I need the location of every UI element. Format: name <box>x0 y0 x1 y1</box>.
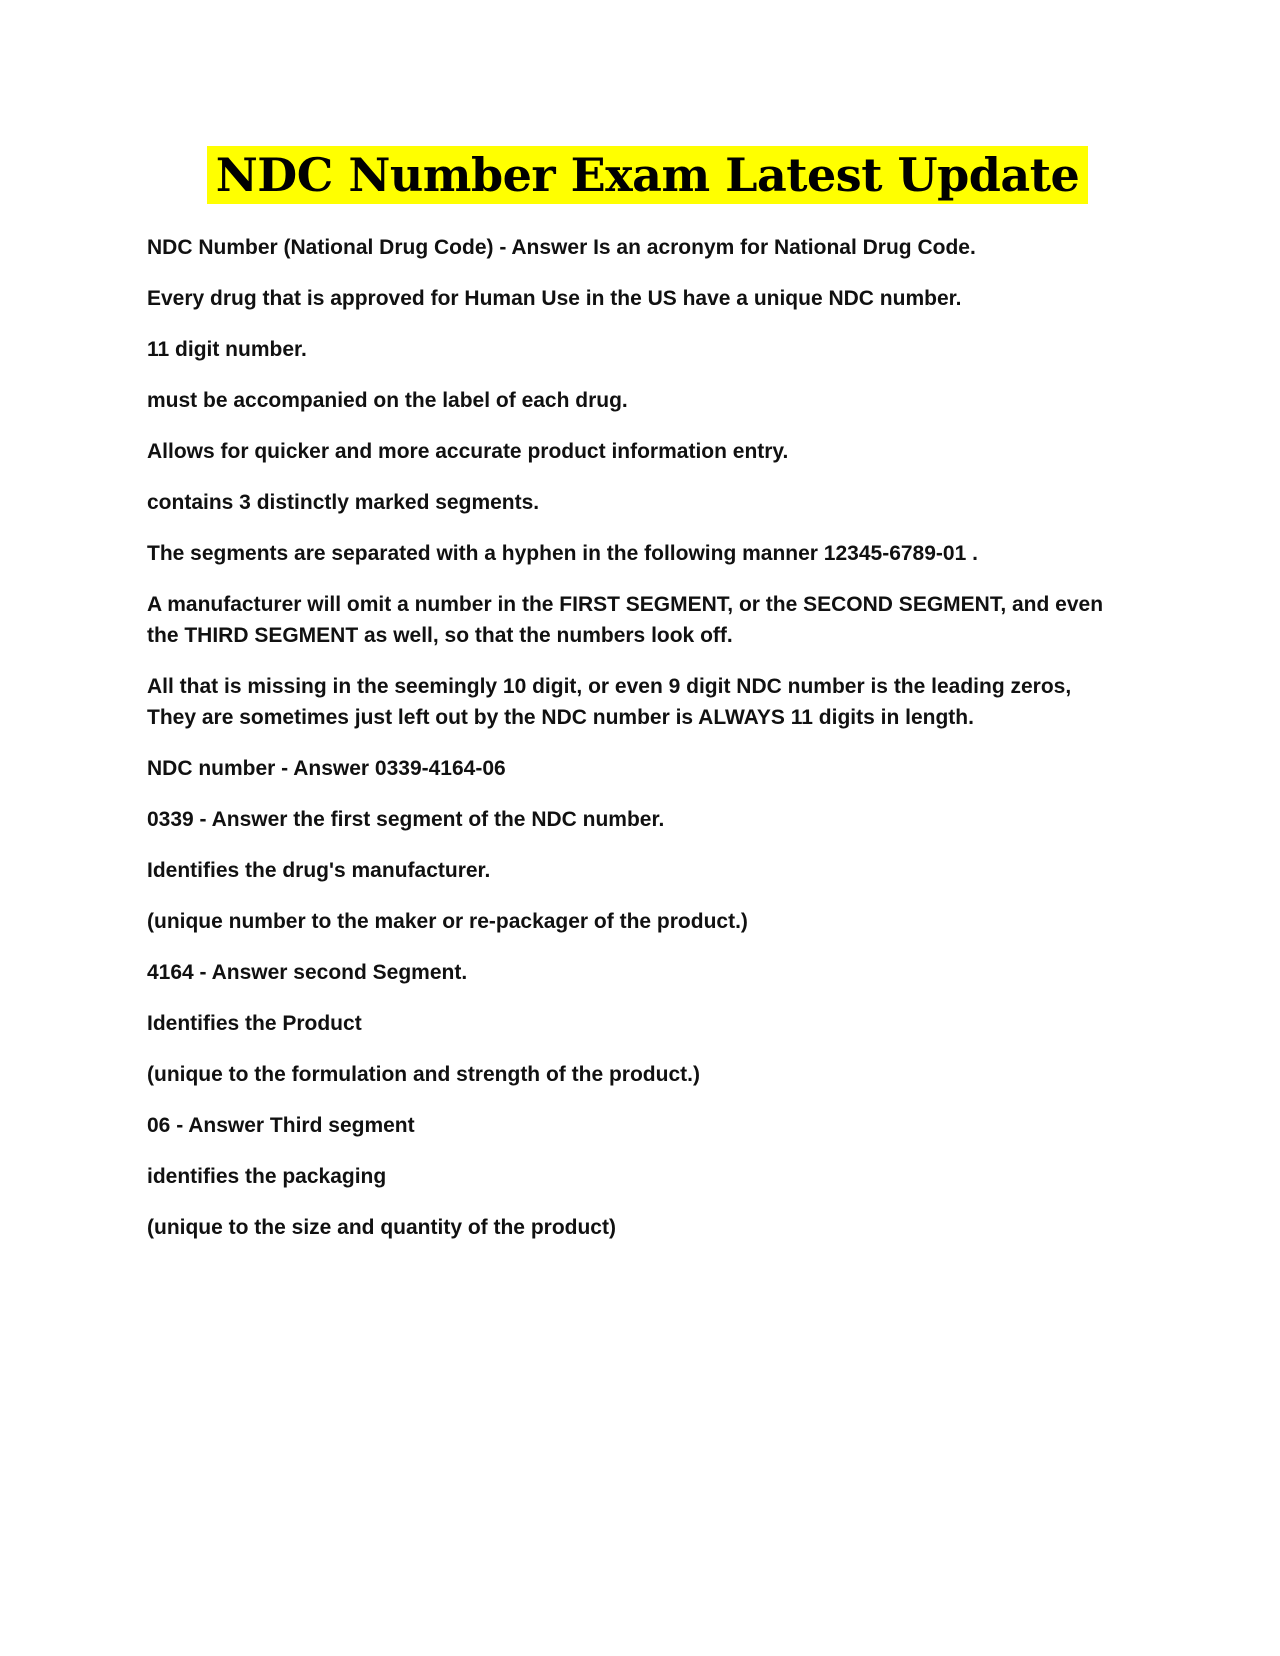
paragraph: (unique to the size and quantity of the product) <box>147 1216 616 1239</box>
paragraph: 4164 - Answer second Segment. <box>147 961 468 984</box>
paragraph: The segments are separated with a hyphen in the following manner 12345-6789-01 . <box>147 542 978 565</box>
paragraph: Identifies the drug's manufacturer. <box>147 859 491 882</box>
document-body <box>147 232 1107 1263</box>
paragraph: NDC Number (National Drug Code) - Answer Is an acronym for National Drug Code. <box>147 236 976 259</box>
paragraph: (unique number to the maker or re-packager of the product.) <box>147 910 748 933</box>
paragraph: Identifies the Product <box>147 1012 362 1035</box>
paragraph: (unique to the formulation and strength of the product.) <box>147 1063 700 1086</box>
paragraph: A manufacturer will omit a number in the FIRST SEGMENT, or the SECOND SEGMENT, and even the THIRD SEGMENT as well, so that the numbers look off. <box>147 593 1104 647</box>
paragraph: Allows for quicker and more accurate product information entry. <box>147 440 789 463</box>
paragraph: NDC number - Answer 0339-4164-06 <box>147 757 506 780</box>
paragraph: must be accompanied on the label of each drug. <box>147 389 628 412</box>
paragraph: Every drug that is approved for Human Use in the US have a unique NDC number. <box>147 287 962 310</box>
paragraph: All that is missing in the seemingly 10 digit, or even 9 digit NDC number is the leading zeros, They are sometimes just left out by the NDC number is ALWAYS 11 digits in length. <box>147 675 1072 729</box>
paragraph: 11 digit number. <box>147 338 307 361</box>
paragraph: 06 - Answer Third segment <box>147 1114 415 1137</box>
page-title: NDC Number Exam Latest Update <box>207 146 1088 204</box>
paragraph: 0339 - Answer the first segment of the NDC number. <box>147 808 665 831</box>
paragraph: identifies the packaging <box>147 1165 387 1188</box>
paragraph: contains 3 distinctly marked segments. <box>147 491 540 514</box>
